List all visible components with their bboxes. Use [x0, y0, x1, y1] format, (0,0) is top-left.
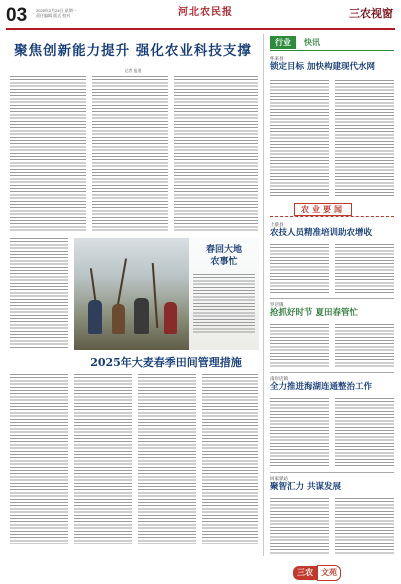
lead-article-column-2 — [92, 76, 168, 231]
brief-title: 农技人员精准培训助农增收 — [270, 228, 373, 238]
brief-separator — [270, 298, 394, 299]
brief-1-body-left — [270, 80, 329, 198]
brief-3-body-left — [270, 324, 329, 368]
second-article-column-1 — [10, 374, 68, 544]
column-divider — [263, 34, 264, 556]
agri-news-label-bar — [270, 203, 394, 217]
brief-4-body-right — [335, 398, 394, 468]
brief-item-1 — [270, 56, 394, 73]
brief-1-body-right — [335, 80, 394, 198]
brief-kicker: 罗店镇 — [270, 302, 284, 307]
section-title: 三农视窗 — [349, 7, 393, 20]
footer-section-logo — [293, 560, 365, 577]
farmer-figure — [134, 298, 149, 334]
industry-tag: 行业 — [270, 36, 296, 49]
brief-5-body-left — [270, 498, 329, 554]
lead-article-column-3 — [174, 76, 258, 231]
brief-item-2 — [270, 222, 394, 239]
lead-byline: 记者 报道 — [124, 68, 142, 73]
brief-4-body-left — [270, 398, 329, 468]
second-article-column-2 — [74, 374, 132, 544]
issue-editors: 责任编辑 版式 校对 — [36, 13, 71, 18]
farmer-figure — [112, 304, 125, 334]
brief-kicker: 回家驿站 — [270, 476, 288, 481]
footer-logo-part-a: 三农 — [293, 566, 317, 580]
brief-title: 聚智汇力 共谋发展 — [270, 482, 341, 492]
brief-item-4 — [270, 376, 394, 393]
brief-item-5 — [270, 476, 394, 493]
industry-news-banner — [270, 36, 394, 51]
second-headline: 2025年大麦春季田间管理措施 — [90, 356, 242, 369]
feature-photo — [74, 238, 259, 350]
brief-2-body-right — [335, 244, 394, 294]
second-article-column-4 — [202, 374, 258, 544]
second-article-column-3 — [138, 374, 196, 544]
brief-title: 锁定目标 加快构建现代水网 — [270, 62, 375, 72]
brief-separator — [270, 372, 394, 373]
lead-article-column-1 — [10, 76, 86, 231]
brief-3-body-right — [335, 324, 394, 368]
photo-caption — [193, 274, 255, 334]
brief-2-body-left — [270, 244, 329, 294]
farmer-figure — [88, 300, 102, 334]
brief-title: 抢抓好时节 夏田春管忙 — [270, 308, 358, 318]
brief-kicker: 上蔡县 — [270, 222, 284, 227]
brief-kicker: 怀来县 — [270, 56, 284, 61]
photo-caption-box — [189, 238, 259, 350]
issue-info — [36, 8, 77, 18]
photo-title: 春回大地 农事忙 — [205, 245, 242, 267]
news-flash-label: 快讯 — [304, 38, 320, 47]
masthead-rule — [6, 28, 395, 30]
brief-item-3 — [270, 302, 394, 319]
agri-news-label: 农业要闻 — [294, 203, 352, 216]
lead-headline: 聚焦创新能力提升 强化农业科技支撑 — [14, 43, 252, 59]
page-number: 03 — [6, 5, 28, 26]
brief-separator — [270, 472, 394, 473]
tree-branch — [152, 263, 159, 328]
brief-5-body-right — [335, 498, 394, 554]
brief-title: 全力推进海湖连通整治工作 — [270, 382, 373, 392]
issue-date: 2025年2月24日 星期一 — [36, 8, 77, 13]
footer-logo-part-b: 文苑 — [317, 565, 341, 581]
farmer-figure — [164, 302, 177, 334]
lead-article-column-4 — [10, 238, 68, 350]
newspaper-logo: 河北农民报 — [178, 7, 233, 18]
brief-kicker: 南岸店镇 — [270, 376, 288, 381]
